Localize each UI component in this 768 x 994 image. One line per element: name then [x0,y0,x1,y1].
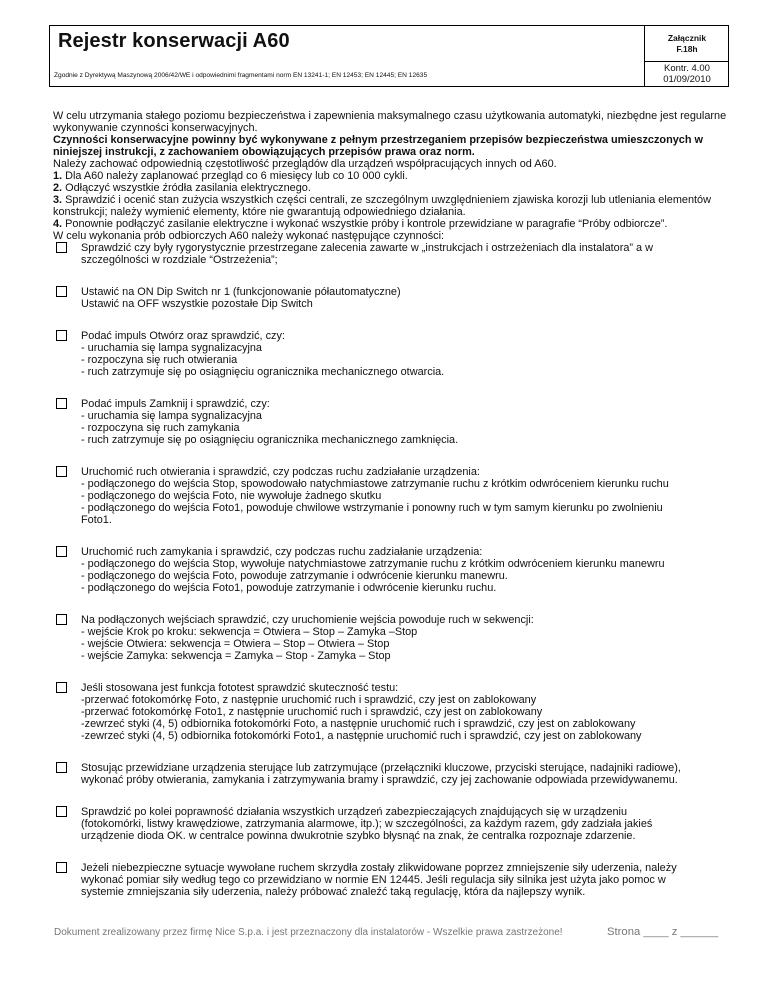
checklist-item [53,862,733,898]
checklist-line: (fotokomórki, listwy krawędziowe, zatrzymania alarmowe, itp.); w szczególności, za każdym razem, gdy zadziała jakieś [81,818,653,830]
step-item [53,218,733,230]
checklist-item [53,286,733,310]
checklist-line: - uruchamia się lampa sygnalizacyjna [81,410,262,422]
annex-label: Załącznik [667,33,707,43]
page-number: Strona ____ z ______ [607,926,719,938]
checklist-line: -zewrzeć styki (4, 5) odbiornika fotokomórki Foto1, a następnie uruchomić ruch i sprawdzić, czy jest on zablokowany [81,730,642,742]
checklist-line: - podłączonego do wejścia Stop, wywołuje natychmiastowe zatrzymanie ruchu z krótkim odwróceniem kierunku manewru [81,558,665,570]
checklist-line: urządzenie dioda OK. w centralce powinna dwukrotnie szybko błysnąć na znak, że centralka rozpoznaje zdarzenie. [81,830,636,842]
checkbox[interactable] [56,862,67,873]
checklist-item [53,806,733,842]
checklist-line: wykonać próby otwierania, zamykania i zatrzymywania bramy i sprawdzić, czy jej zachowanie odpowiada przewidywanemu. [81,774,678,786]
checklist-line: systemie zmniejszania siły uderzenia, należy próbować znaleźć taką regulację, która da najlepszy wynik. [81,886,586,898]
checkbox[interactable] [56,330,67,341]
checkbox[interactable] [56,614,67,625]
step-list [53,170,733,230]
step-text: Ponownie podłączyć zasilanie elektryczne i wykonać wszystkie próby i kontrole przewidziane w paragrafie “Próby odbiorcze”. [62,218,668,230]
step-item [53,194,733,218]
checkbox[interactable] [56,762,67,773]
norms-reference: Zgodnie z Dyrektywą Maszynową 2006/42/WE i odpowiednimi fragmentami norm EN 13241-1; EN 12453; EN 12445; EN 12635 [54,72,428,79]
checklist-line: - wejście Zamyka: sekwencja = Zamyka – Stop - Zamyka – Stop [81,650,391,662]
checklist-line: Sprawdzić czy były rygorystycznie przestrzegane zalecenia zawarte w „instrukcjach i ostrzeżeniach dla instalatora” a w [81,242,653,254]
step-text: Odłączyć wszystkie źródła zasilania elektrycznego. [62,182,311,194]
checklist-line: Ustawić na ON Dip Switch nr 1 (funkcjonowanie półautomatyczne) [81,286,401,298]
step-number: 2. [53,182,63,194]
tests-intro: W celu wykonania prób odbiorczych A60 należy wykonać następujące czynności: [53,230,445,242]
checklist-item [53,398,733,446]
checklist-line: Na podłączonych wejściach sprawdzić, czy uruchomienie wejścia powoduje ruch w sekwencji: [81,614,534,626]
checklist-line: -zewrzeć styki (4, 5) odbiornika fotokomórki Foto, a następnie uruchomić ruch i sprawdzić, czy jest on zablokowany [81,718,636,730]
checklist-line: Jeśli stosowana jest funkcja fototest sprawdzić skuteczność testu: [81,682,399,694]
checklist-line: Ustawić na OFF wszystkie pozostałe Dip Switch [81,298,313,310]
checklist-line: - wejście Otwiera: sekwencja = Otwiera – Stop – Otwiera – Stop [81,638,390,650]
checklist-line: Stosując przewidziane urządzenia sterujące lub zatrzymujące (przełączniki kluczowe, przyciski sterujące, nadajniki radiowe), [81,762,681,774]
checklist [53,242,733,898]
checklist-line: - ruch zatrzymuje się po osiągnięciu ogranicznika mechanicznego otwarcia. [81,366,445,378]
document-body [53,110,733,898]
checklist-line: szczególności w rozdziale “Ostrzeżenia”; [81,254,278,266]
safety-notice: Czynności konserwacyjne powinny być wykonywane z pełnym przestrzeganiem przepisów bezpieczeństwa umieszczonych w niniejszej instrukcji, z zachowaniem obowiązujących przepisów prawa oraz norm. [53,134,703,158]
checklist-item [53,242,733,266]
checklist-item [53,682,733,742]
annex-cell [645,26,729,62]
page-title: Rejestr konserwacji A60 [58,30,290,52]
intro-frequency: Należy zachować odpowiednią częstotliwość przeglądów dla urządzeń współpracujących innych od A60. [53,158,557,170]
step-number: 1. [53,170,63,182]
checkbox[interactable] [56,398,67,409]
checklist-line: Foto1. [81,514,112,526]
checklist-line: - podłączonego do wejścia Foto1, powoduje chwilowe wstrzymanie i ponowny ruch w tym samym kierunku po zwolnieniu [81,502,663,514]
checklist-line: - podłączonego do wejścia Foto, nie wywołuje żadnego skutku [81,490,382,502]
step-item [53,182,733,194]
step-number: 4. [53,218,63,230]
checklist-line: wykonać pomiar siły według tego co przewidziano w normie EN 12445. Jeśli regulacja siły silnika jest użyta jako pomoc w [81,874,666,886]
checklist-line: -przerwać fotokomórkę Foto, z następnie uruchomić ruch i sprawdzić, czy jest on zablokowany [81,694,537,706]
checklist-line: -przerwać fotokomórkę Foto1, z następnie uruchomić ruch i sprawdzić, czy jest on zablokowany [81,706,543,718]
header-title-cell [50,26,644,86]
checklist-line: Podać impuls Zamknij i sprawdzić, czy: [81,398,270,410]
checklist-line: - podłączonego do wejścia Foto, powoduje zatrzymanie i odwrócenie kierunku manewru. [81,570,508,582]
checklist-line: - rozpoczyna się ruch zamykania [81,422,240,434]
header-info-cell [644,26,729,86]
step-number: 3. [53,194,63,206]
footer-text: Dokument zrealizowany przez firmę Nice S.p.a. i jest przeznaczony dla instalatorów - Wszelkie prawa zastrzeżone! [54,927,563,938]
checklist-item [53,330,733,378]
checklist-line: - podłączonego do wejścia Stop, spowodowało natychmiastowe zatrzymanie ruchu z krótkim odwróceniem kierunku ruchu [81,478,669,490]
step-text: Sprawdzić i ocenić stan zużycia wszystkich części centrali, ze szczególnym uwzględnieniem zjawiska korozji lub utleniania elementów konstrukcji; należy wymienić elementy, które nie gwarantują odpowiedniego działania. [53,194,711,218]
checklist-line: Uruchomić ruch otwierania i sprawdzić, czy podczas ruchu zadziałanie urządzenia: [81,466,480,478]
checklist-item [53,614,733,662]
checkbox[interactable] [56,546,67,557]
version-label: Kontr. 4.00 [664,63,710,74]
checkbox[interactable] [56,806,67,817]
checklist-item [53,546,733,594]
checklist-line: - ruch zatrzymuje się po osiągnięciu ogranicznika mechanicznego zamknięcia. [81,434,459,446]
checklist-line: - uruchamia się lampa sygnalizacyjna [81,342,262,354]
checklist-line: Uruchomić ruch zamykania i sprawdzić, czy podczas ruchu zadziałanie urządzenia: [81,546,483,558]
date-label: 01/09/2010 [663,74,711,85]
step-item [53,170,733,182]
checklist-line: Podać impuls Otwórz oraz sprawdzić, czy: [81,330,285,342]
document-header [49,25,729,87]
checklist-line: - rozpoczyna się ruch otwierania [81,354,238,366]
checklist-item [53,466,733,526]
checkbox[interactable] [56,466,67,477]
checklist-item [53,762,733,786]
intro-paragraph: W celu utrzymania stałego poziomu bezpieczeństwa i zapewnienia maksymalnego czasu użytkowania automatyki, niezbędne jest regularne wykonywanie czynności konserwacyjnych. [53,110,727,134]
checklist-line: - podłączonego do wejścia Foto1, powoduje zatrzymanie i odwrócenie kierunku ruchu. [81,582,497,594]
checkbox[interactable] [56,242,67,253]
checklist-line: Jeżeli niebezpieczne sytuacje wywołane ruchem skrzydła zostały zlikwidowane poprzez zmniejszenie siły uderzenia, należy [81,862,677,874]
checklist-line: Sprawdzić po kolei poprawność działania wszystkich urządzeń zabezpieczających znajdujących się w urządzeniu [81,806,628,818]
checkbox[interactable] [56,286,67,297]
checklist-line: - wejście Krok po kroku: sekwencja = Otwiera – Stop – Zamyka –Stop [81,626,418,638]
annex-number: F.18h [676,44,698,54]
checkbox[interactable] [56,682,67,693]
step-text: Dla A60 należy zaplanować przegląd co 6 miesięcy lub co 10 000 cykli. [62,170,408,182]
